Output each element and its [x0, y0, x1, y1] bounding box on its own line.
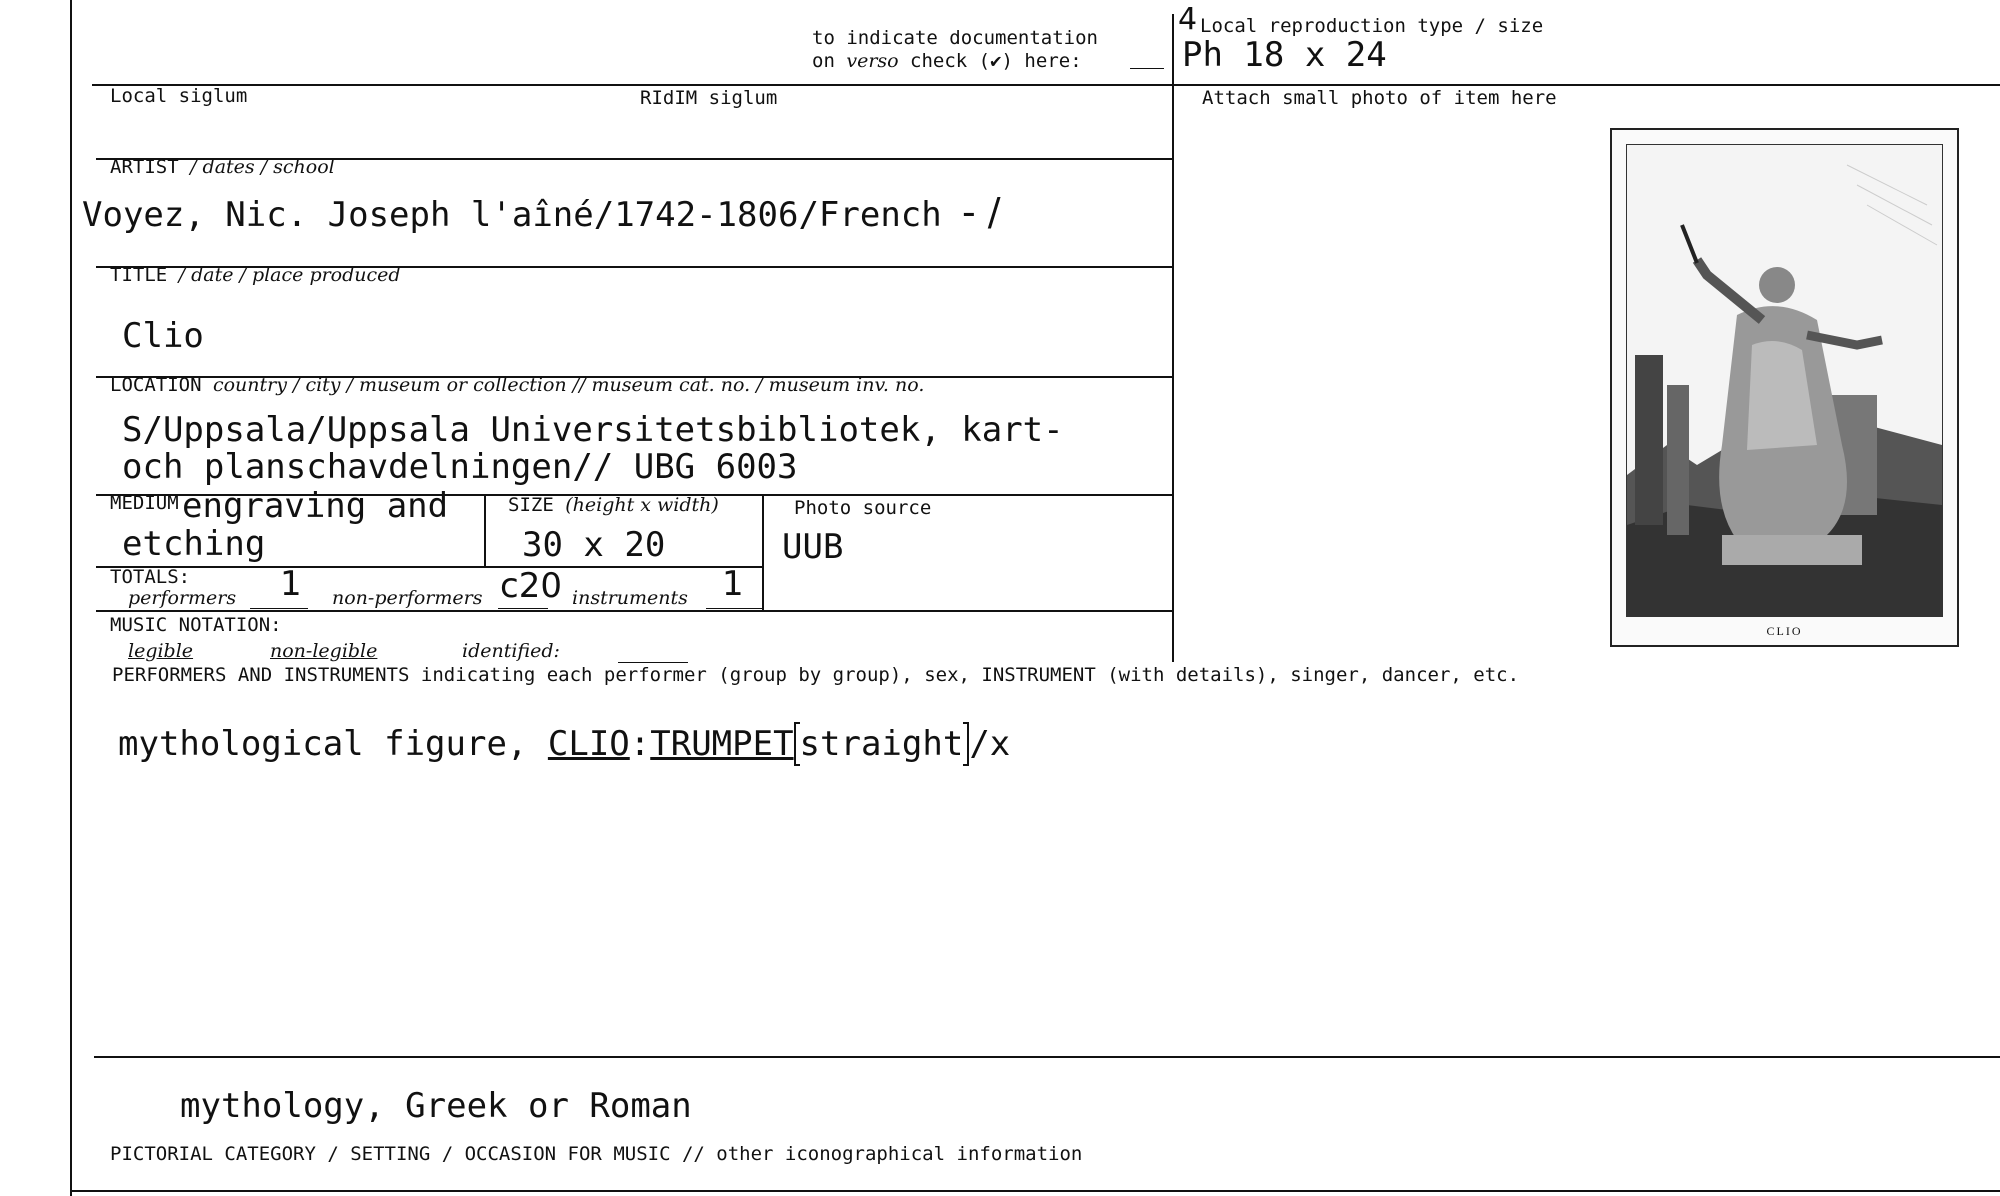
pictorial-label: PICTORIAL CATEGORY / SETTING / OCCASION FOR MUSIC // other iconographical information — [110, 1143, 1083, 1165]
instruments-label: instruments — [572, 587, 688, 609]
photo-source-value: UUB — [782, 527, 844, 567]
verso-check-blank — [1130, 68, 1164, 69]
performers-blank — [250, 608, 308, 609]
identified-label: identified: — [462, 640, 560, 662]
size-label: SIZE (height x width) — [508, 494, 719, 516]
card-left-edge — [70, 0, 72, 1196]
title-value: Clio — [122, 316, 204, 356]
performers-value: 1 — [280, 564, 302, 604]
instruments-value: 1 — [722, 564, 744, 604]
header-rule — [92, 84, 2000, 86]
performers-label: performers — [128, 587, 237, 609]
title-label: TITLE / date / place produced — [110, 264, 401, 286]
medium-label: MEDIUM — [110, 492, 179, 514]
card-bottom-edge — [70, 1190, 2000, 1192]
location-value-line-2: och planschavdelningen// UBG 6003 — [122, 447, 798, 487]
verso-line-2: on verso check (✔) here: — [812, 50, 1082, 72]
size-value: 30 x 20 — [522, 525, 666, 565]
column-divider — [1172, 14, 1174, 662]
repro-label: Local reproduction type / size — [1200, 15, 1544, 37]
photo-caption: CLIO — [1766, 624, 1803, 638]
performers-instruments-label: PERFORMERS AND INSTRUMENTS indicating each performer (group by group), sex, INSTRUMENT (with details), singer, dancer, etc. — [112, 664, 1520, 686]
nonperformers-label: non-performers — [332, 587, 483, 609]
engraving-image — [1626, 144, 1943, 617]
medium-value-line-2: etching — [122, 524, 266, 564]
nonperformers-value: c20 — [500, 566, 562, 606]
size-source-divider — [762, 494, 764, 612]
attached-photo — [1610, 128, 1959, 647]
ridim-siglum-label: RIdIM siglum — [640, 87, 778, 109]
totals-rule — [96, 610, 1172, 612]
legible-label: legible — [128, 640, 194, 662]
artist-handwritten-mark: - / — [962, 190, 1001, 234]
instruments-blank — [706, 608, 762, 609]
medium-value-line-1: engraving and — [182, 486, 449, 526]
non-legible-label: non-legible — [270, 640, 378, 662]
photo-source-label: Photo source — [794, 497, 932, 519]
artist-label: ARTIST / dates / school — [110, 156, 335, 178]
performers-instruments-value: mythological figure, CLIO:TRUMPET straight /x — [118, 724, 1011, 764]
medium-bottom-rule — [96, 566, 764, 568]
medium-size-divider — [484, 494, 486, 568]
pictorial-value: mythology, Greek or Roman — [180, 1086, 692, 1126]
location-label: LOCATION country / city / museum or collection // museum cat. no. / museum inv. no. — [110, 374, 925, 396]
nonperformers-blank — [498, 608, 548, 609]
music-notation-label: MUSIC NOTATION: — [110, 614, 282, 636]
verso-line-1: to indicate documentation — [812, 27, 1098, 49]
local-siglum-label: Local siglum — [110, 85, 248, 107]
repro-number: 4 — [1178, 2, 1198, 37]
totals-label: TOTALS: — [110, 566, 191, 588]
artist-value: Voyez, Nic. Joseph l'aîné/1742-1806/French — [82, 195, 942, 235]
repro-value: Ph 18 x 24 — [1182, 35, 1387, 75]
pictorial-rule — [94, 1056, 2000, 1058]
seated-muse-engraving-icon — [1627, 145, 1942, 616]
identified-blank — [618, 662, 688, 663]
attach-photo-label: Attach small photo of item here — [1202, 87, 1557, 109]
location-value-line-1: S/Uppsala/Uppsala Universitetsbibliotek, kart- — [122, 410, 1064, 450]
